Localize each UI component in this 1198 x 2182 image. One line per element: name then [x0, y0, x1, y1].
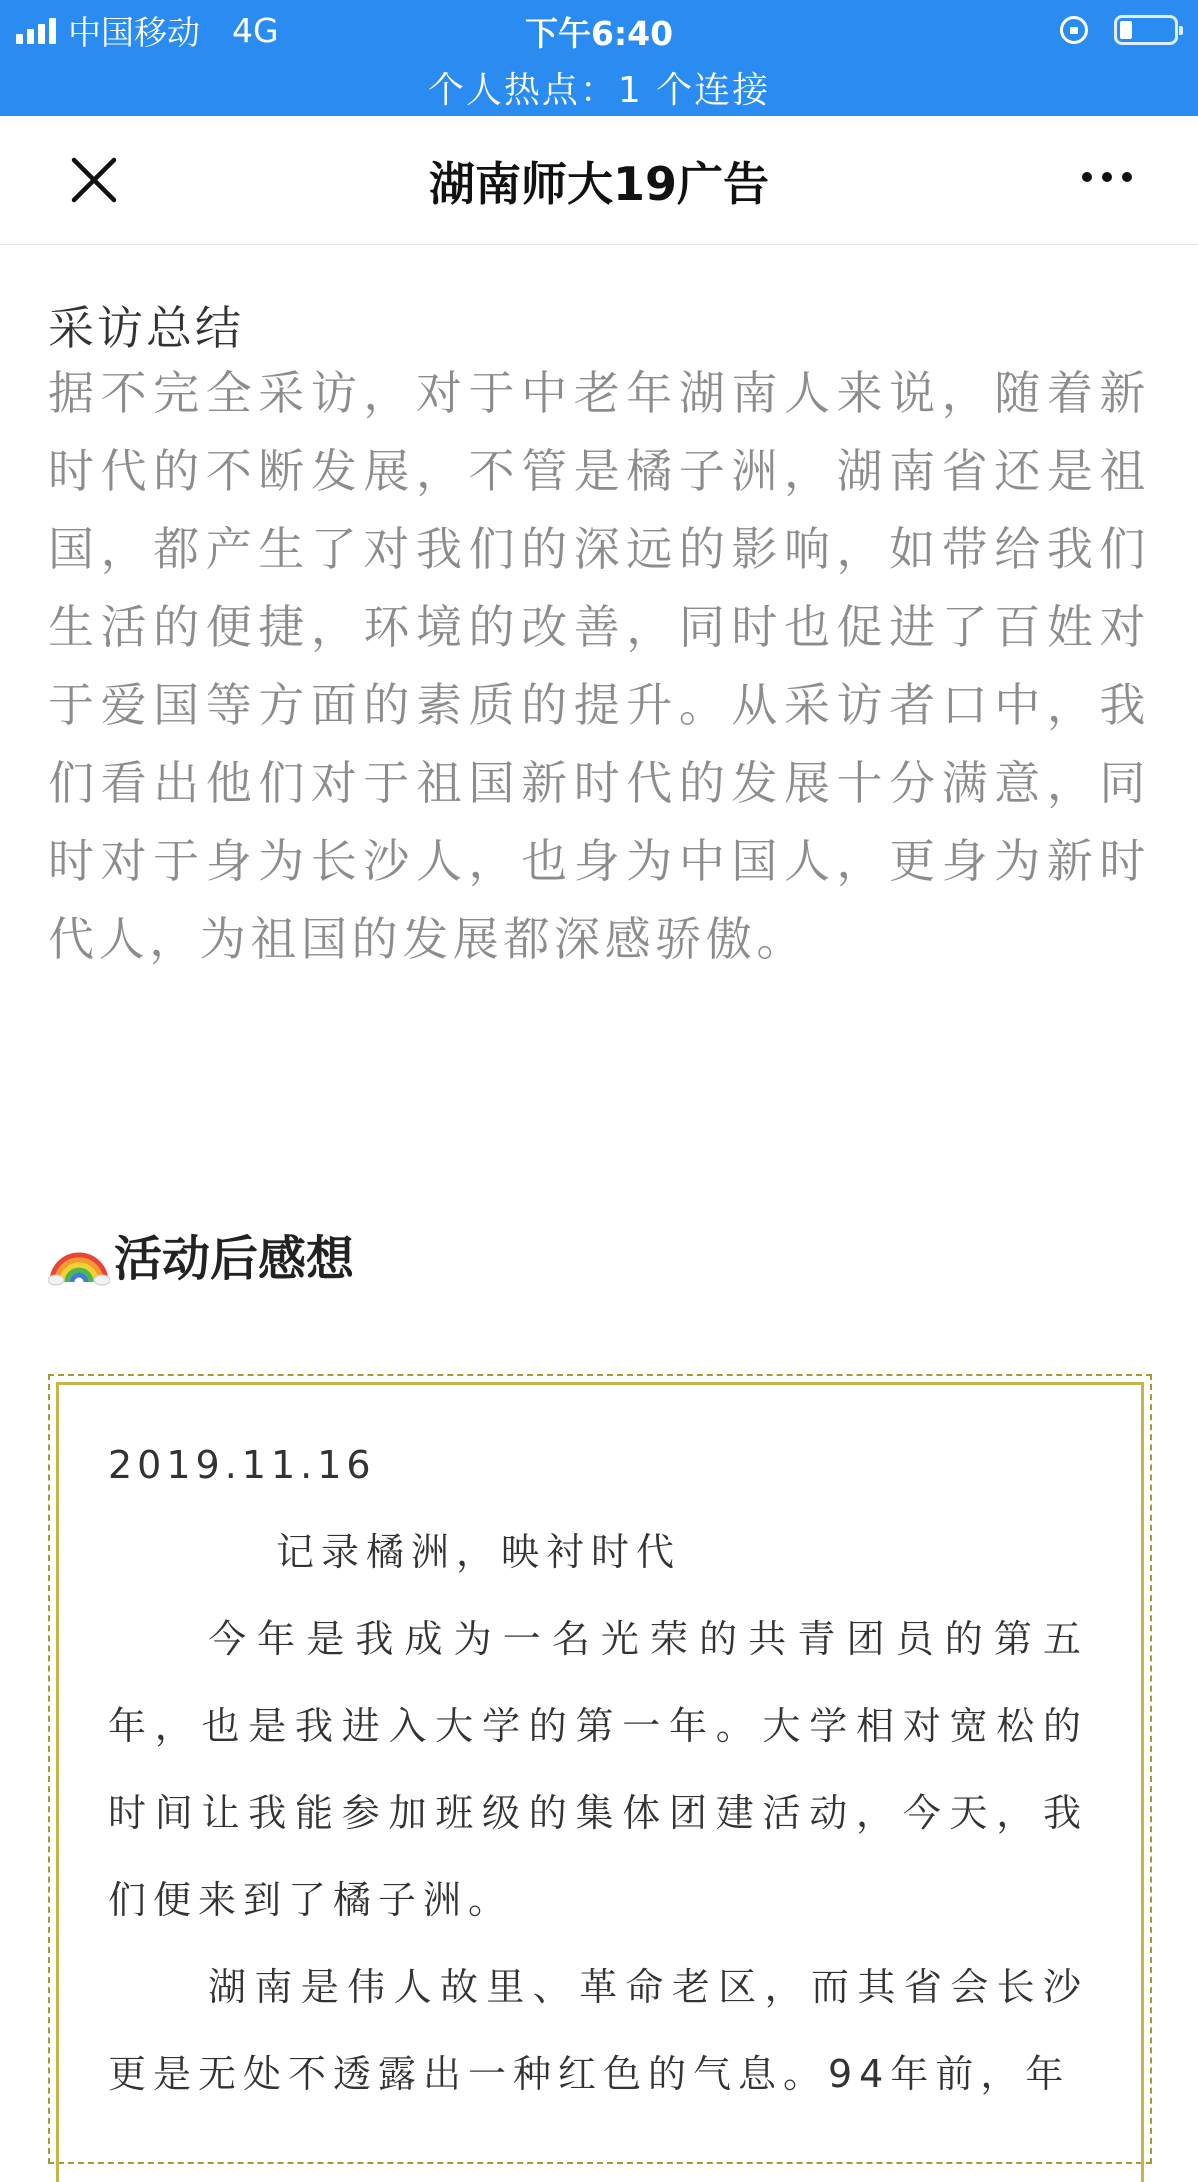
hotspot-banner[interactable]: 个人热点：1 个连接	[427, 70, 771, 111]
reflection-paragraph: 湖南是伟人故里、革命老区，而其省会长沙更是无处不透露出一种红色的气息。94年前，年	[108, 1965, 1088, 2096]
rotation-lock-icon	[1060, 16, 1088, 44]
carrier-label: 中国移动	[68, 12, 200, 52]
more-icon[interactable]	[1082, 172, 1132, 182]
section-heading	[48, 1220, 354, 1289]
status-bar-right	[1060, 10, 1178, 50]
section-paragraph: 据不完全采访，对于中老年湖南人来说，随着新时代的不断发展，不管是橘子洲，湖南省还是祖国，都产生了对我们的深远的影响，如带给我们生活的便捷，环境的改善，同时也促进了百姓对于爱国等方面的素质的提升。从采访者口中，我们看出他们对于祖国新时代的发展十分满意，同时对于身为长沙人，也身为中国人，更身为新时代人，为祖国的发展都深感骄傲。	[48, 366, 1150, 966]
reflection-text	[108, 1422, 1088, 2118]
network-label: 4G	[232, 10, 279, 50]
section-heading-label: 活动后感想	[114, 1231, 355, 1287]
status-bar	[0, 0, 1198, 116]
status-time: 下午6:40	[524, 14, 674, 53]
section-title: 采访总结	[48, 301, 244, 355]
reflection-subtitle: 记录橘洲，映衬时代	[276, 1530, 682, 1574]
rainbow-icon	[48, 1224, 110, 1286]
reflection-box	[48, 1374, 1152, 2164]
nav-bar	[0, 116, 1198, 245]
page-title: 湖南师大19广告	[428, 157, 769, 211]
reflection-paragraph: 今年是我成为一名光荣的共青团员的第五年，也是我进入大学的第一年。大学相对宽松的时间让我能参加班级的集体团建活动，今天，我们便来到了橘子洲。	[108, 1617, 1088, 1922]
reflection-date: 2019.11.16	[108, 1443, 376, 1487]
battery-icon	[1114, 15, 1178, 45]
